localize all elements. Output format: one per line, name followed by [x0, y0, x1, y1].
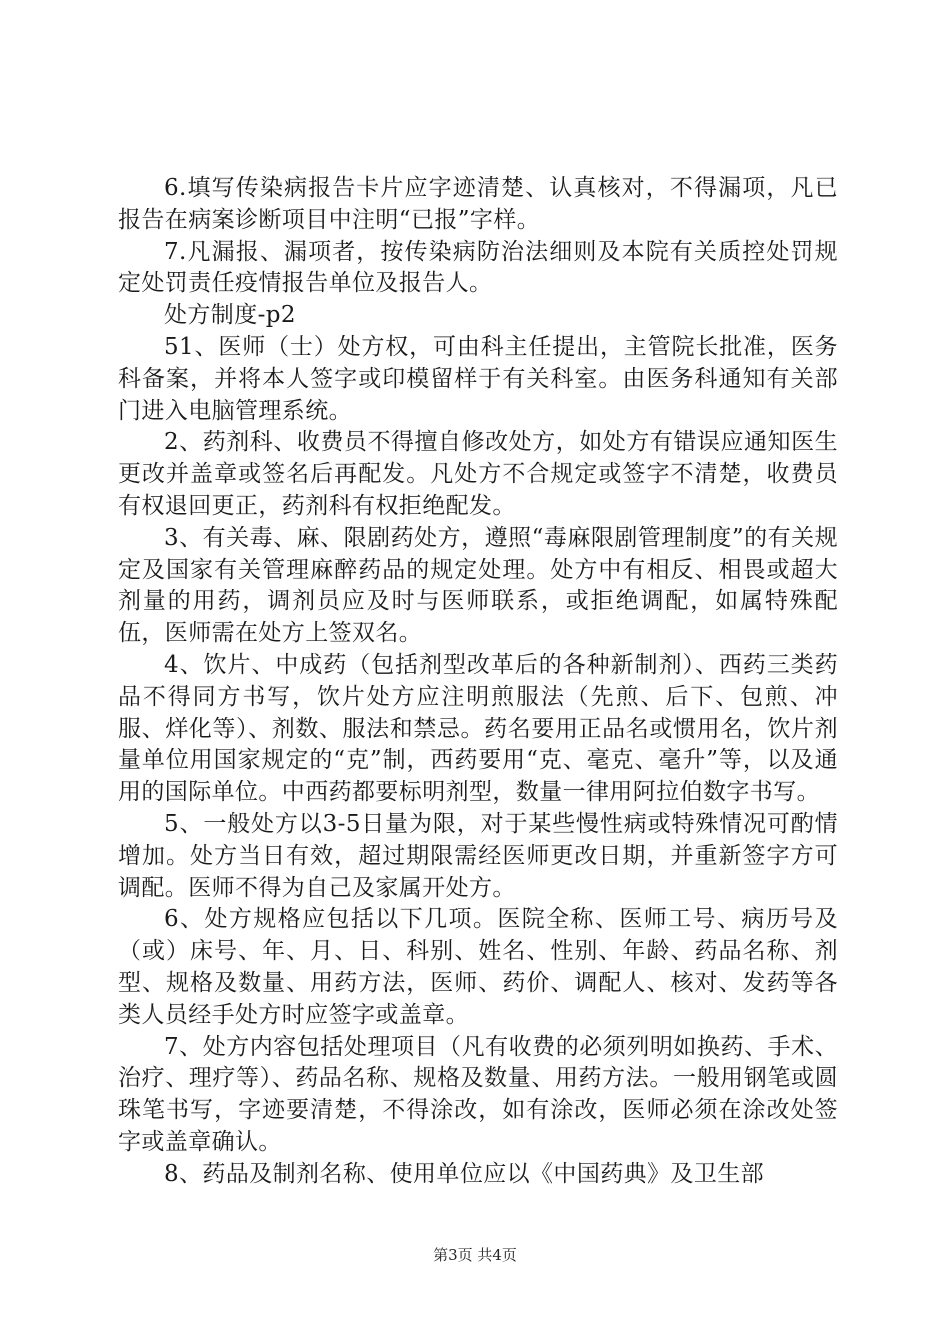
paragraph: 2、药剂科、收费员不得擅自修改处方，如处方有错误应通知医生更改并盖章或签名后再配发。凡处方不合规定或签字不清楚，收费员有权退回更正，药剂科有权拒绝配发。 — [118, 429, 838, 519]
document-body — [118, 173, 838, 1191]
paragraph: 5、一般处方以3-5日量为限，对于某些慢性病或特殊情况可酌情增加。处方当日有效，超过期限需经医师更改日期，并重新签字方可调配。医师不得为自己及家属开处方。 — [118, 810, 838, 901]
paragraph: 6.填写传染病报告卡片应字迹清楚、认真核对，不得漏项，凡已报告在病案诊断项目中注明“已报”字样。 — [118, 175, 838, 233]
paragraph: 7.凡漏报、漏项者，按传染病防治法细则及本院有关质控处罚规定处罚责任疫情报告单位及报告人。 — [118, 238, 838, 297]
paragraph: 4、饮片、中成药（包括剂型改革后的各种新制剂）、西药三类药品不得同方书写，饮片处方应注明煎服法（先煎、后下、包煎、冲服、烊化等）、剂数、服法和禁忌。药名要用正品名或惯用名，饮片剂量单位用国家规定的“克”制，西药要用“克、毫克、毫升”等，以及通用的国际单位。中西药都要标明剂型，数量一律用阿拉伯数字书写。 — [118, 651, 838, 806]
paragraph: 51、医师（士）处方权，可由科主任提出，主管院长批准，医务科备案，并将本人签字或印模留样于有关科室。由医务科通知有关部门进入电脑管理系统。 — [118, 333, 838, 424]
paragraph: 3、有关毒、麻、限剧药处方，遵照“毒麻限剧管理制度”的有关规定及国家有关管理麻醉药品的规定处理。处方中有相反、相畏或超大剂量的用药，调剂员应及时与医师联系，或拒绝调配，如属特殊配伍，医师需在处方上签双名。 — [118, 524, 838, 647]
section-heading: 处方制度-p2 — [164, 302, 296, 329]
paragraph: 8、药品及制剂名称、使用单位应以《中国药典》及卫生部 — [164, 1160, 765, 1187]
paragraph: 7、处方内容包括处理项目（凡有收费的必须列明如换药、手术、治疗、理疗等）、药品名称、规格及数量、用药方法。一般用钢笔或圆珠笔书写，字迹要清楚，不得涂改，如有涂改，医师必须在涂改处签字或盖章确认。 — [118, 1033, 838, 1155]
page-number-footer: 第3页 共4页 — [433, 1246, 517, 1264]
paragraph: 6、处方规格应包括以下几项。医院全称、医师工号、病历号及（或）床号、年、月、日、科别、姓名、性别、年龄、药品名称、剂型、规格及数量、用药方法，医师、药价、调配人、核对、发药等各类人员经手处方时应签字或盖章。 — [118, 906, 838, 1028]
